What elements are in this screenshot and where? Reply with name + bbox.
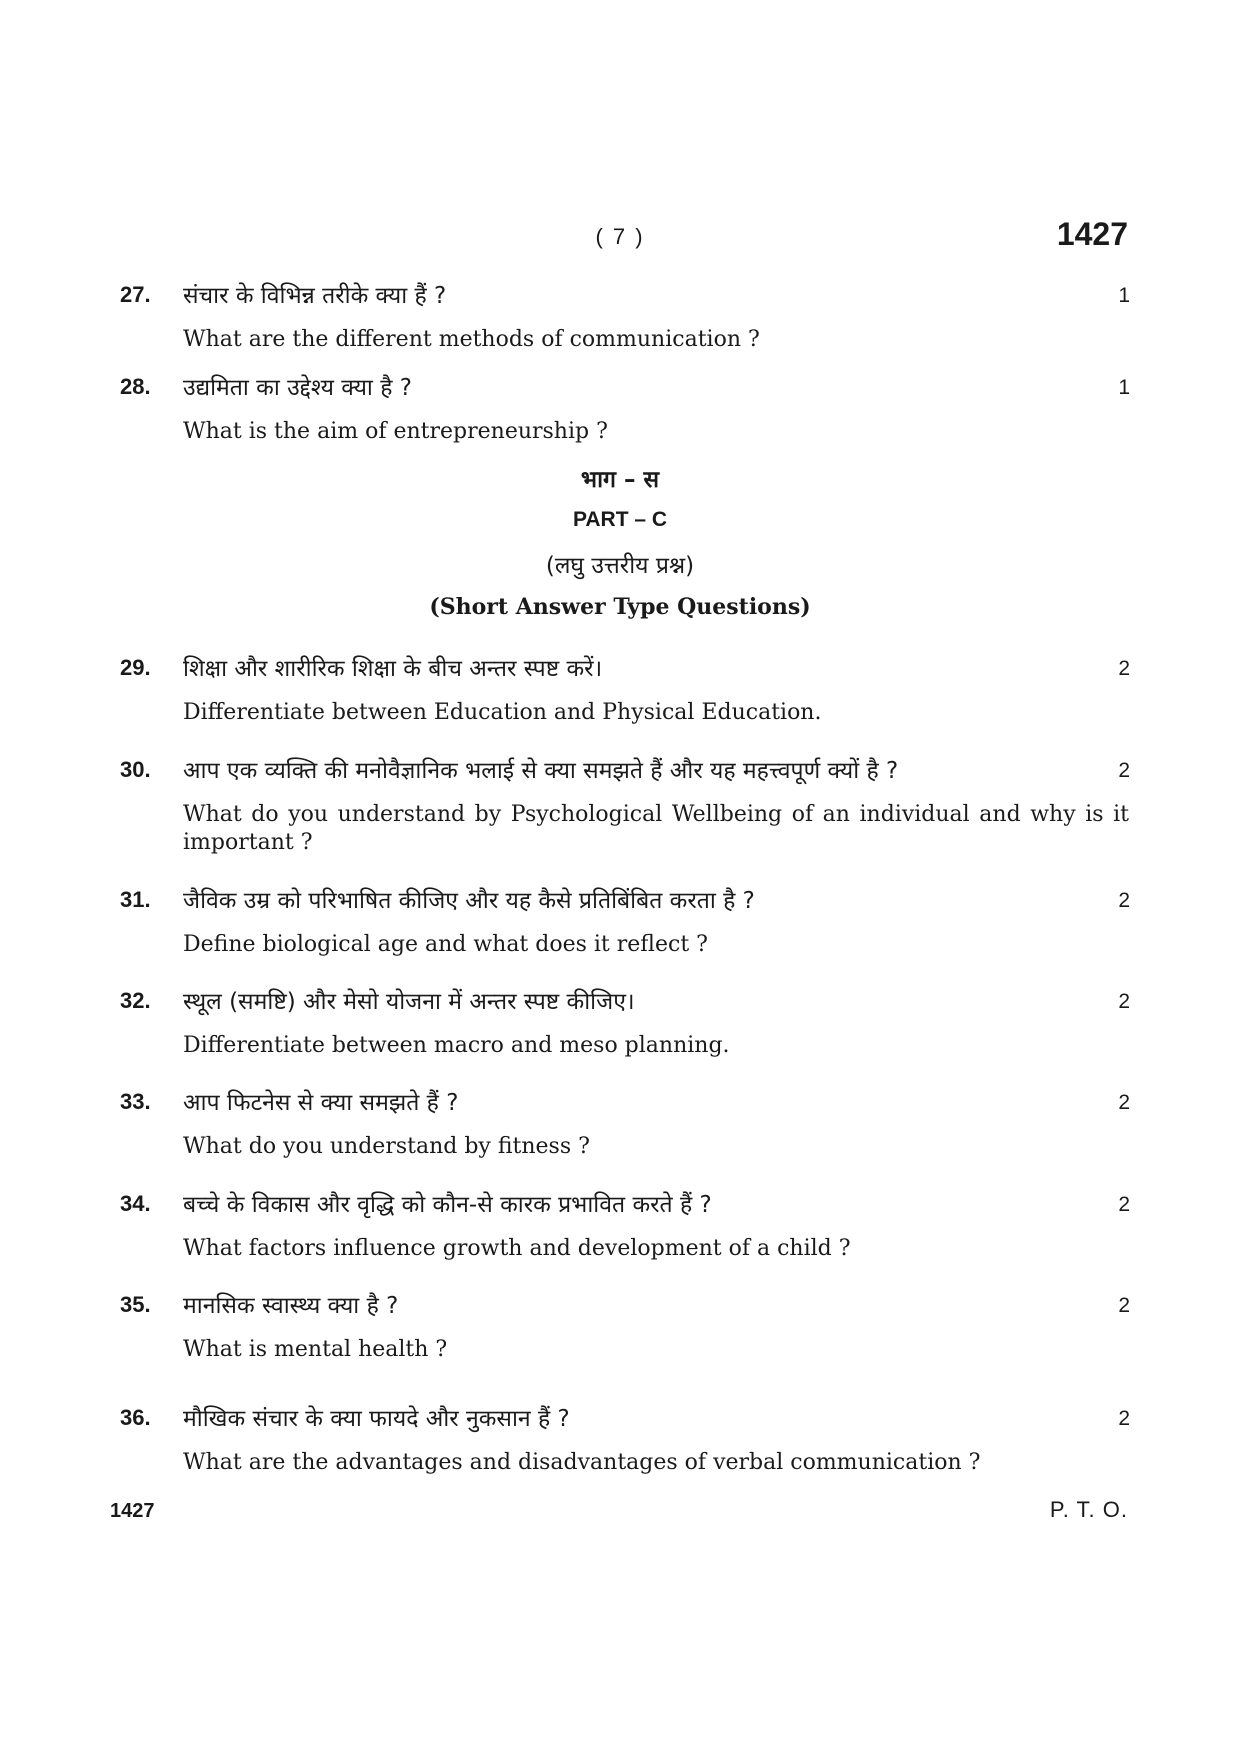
paper-code-top: 1427 xyxy=(1056,216,1128,252)
question-text-hindi: संचार के विभिन्न तरीके क्या हैं ? xyxy=(183,283,447,309)
question-text-english: What is the aim of entrepreneurship ? xyxy=(183,419,608,444)
question-text-english: What is mental health ? xyxy=(183,1337,448,1362)
section-type-hindi: (लघु उत्तरीय प्रश्न) xyxy=(545,553,695,579)
section-type-english: (Short Answer Type Questions) xyxy=(429,594,811,620)
question-text-hindi: बच्चे के विकास और वृद्धि को कौन-से कारक प्रभावित करते हैं ? xyxy=(183,1192,712,1218)
question-marks: 2 xyxy=(1118,657,1130,680)
section-title-hindi: भाग – स xyxy=(580,467,660,493)
question-text-hindi: आप एक व्यक्ति की मनोवैज्ञानिक भलाई से क्या समझते हैं और यह महत्त्वपूर्ण क्यों है ? xyxy=(183,758,899,784)
question-number: 30. xyxy=(120,757,151,782)
question-number: 29. xyxy=(120,655,151,680)
question-marks: 2 xyxy=(1118,1091,1130,1114)
question-text-hindi: शिक्षा और शारीरिक शिक्षा के बीच अन्तर स्पष्ट करें। xyxy=(183,656,603,682)
page-number: ( 7 ) xyxy=(595,224,645,249)
question-marks: 2 xyxy=(1118,1193,1130,1216)
question-number: 33. xyxy=(120,1089,151,1114)
section-title-english: PART – C xyxy=(572,508,668,531)
question-marks: 2 xyxy=(1118,1407,1130,1430)
question-marks: 1 xyxy=(1118,376,1130,399)
please-turn-over: P. T. O. xyxy=(1049,1497,1128,1522)
question-text-english: Differentiate between Education and Physical Education. xyxy=(183,700,822,725)
question-text-english: What factors influence growth and development of a child ? xyxy=(183,1236,851,1261)
question-number: 27. xyxy=(120,282,151,307)
question-marks: 2 xyxy=(1118,1294,1130,1317)
question-number: 28. xyxy=(120,374,151,399)
question-text-hindi: मानसिक स्वास्थ्य क्या है ? xyxy=(183,1293,399,1319)
question-number: 34. xyxy=(120,1191,151,1216)
question-text-hindi: जैविक उम्र को परिभाषित कीजिए और यह कैसे प्रतिबिंबित करता है ? xyxy=(183,888,755,914)
question-text-hindi: स्थूल (समष्टि) और मेसो योजना में अन्तर स्पष्ट कीजिए। xyxy=(183,989,635,1015)
question-number: 32. xyxy=(120,988,151,1013)
question-text-english: What do you understand by fitness ? xyxy=(183,1134,590,1159)
question-text-english: What are the different methods of communication ? xyxy=(183,327,760,352)
question-marks: 2 xyxy=(1118,889,1130,912)
question-marks: 2 xyxy=(1118,759,1130,782)
question-text-hindi: आप फिटनेस से क्या समझते हैं ? xyxy=(183,1090,459,1116)
question-text-english: What do you understand by Psychological Wellbeing of an individual and why is it important ? xyxy=(183,802,1129,855)
paper-code-bottom: 1427 xyxy=(110,1500,155,1522)
question-text-hindi: उद्यमिता का उद्देश्य क्या है ? xyxy=(183,375,412,401)
question-text-english: What are the advantages and disadvantages of verbal communication ? xyxy=(183,1450,981,1475)
question-text-english: Differentiate between macro and meso planning. xyxy=(183,1033,730,1058)
question-text-hindi: मौखिक संचार के क्या फायदे और नुकसान हैं ? xyxy=(183,1406,570,1432)
question-number: 31. xyxy=(120,887,151,912)
question-number: 36. xyxy=(120,1405,151,1430)
question-marks: 1 xyxy=(1118,284,1130,307)
question-marks: 2 xyxy=(1118,990,1130,1013)
question-text-english: Define biological age and what does it reflect ? xyxy=(183,932,708,957)
question-number: 35. xyxy=(120,1292,151,1317)
